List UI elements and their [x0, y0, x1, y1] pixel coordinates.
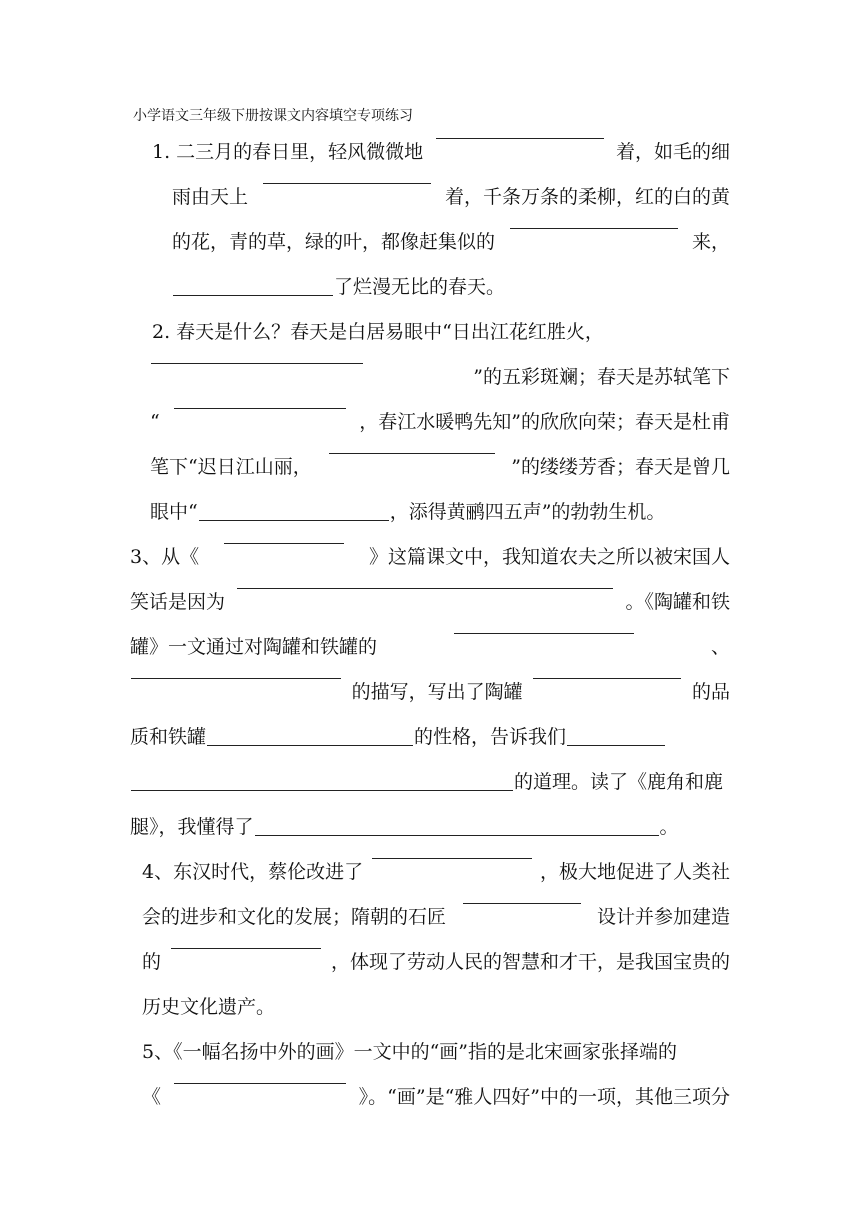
- q2-line-5: [150, 498, 665, 526]
- answer-blank[interactable]: [567, 745, 665, 746]
- q1-text: 着，千条万条的柔柳，红的白的黄: [444, 186, 730, 208]
- q4-text: ，体现了劳动人民的智慧和才干，是我国宝贵的: [330, 951, 730, 973]
- answer-blank[interactable]: [174, 1083, 346, 1084]
- answer-blank[interactable]: [372, 858, 532, 859]
- q2-line-4: [150, 453, 730, 481]
- q3-line-1: [130, 543, 730, 571]
- answer-blank[interactable]: [173, 295, 333, 296]
- q2-line-2: [150, 363, 730, 391]
- q3-line-7: [130, 813, 679, 841]
- q3-text: 、: [710, 636, 730, 658]
- q3-text: 质和铁罐: [130, 726, 207, 748]
- q3-line-5: [130, 723, 666, 751]
- q5-text: 5、《一幅名扬中外的画》一文中的“画”指的是北宋画家张择端的: [142, 1041, 678, 1063]
- q3-text: 的道理。读了《鹿角和鹿: [514, 771, 724, 793]
- q4-text: 的: [142, 951, 162, 973]
- q1-text: 雨由天上: [172, 186, 249, 208]
- q4-text: 4、东汉时代，蔡伦改进了: [142, 861, 364, 883]
- q3-line-4: [130, 678, 730, 706]
- answer-blank[interactable]: [237, 588, 613, 589]
- q1-text: 的花，青的草，绿的叶，都像赶集似的: [172, 231, 496, 253]
- answer-blank[interactable]: [199, 520, 389, 521]
- answer-blank[interactable]: [263, 183, 431, 184]
- q2-text: ”的缕缕芳香；春天是曾几: [511, 456, 730, 478]
- answer-blank[interactable]: [224, 543, 344, 544]
- q4-text: 会的进步和文化的发展；隋朝的石匠: [142, 906, 447, 928]
- q4-text: 历史文化遗产。: [142, 996, 276, 1018]
- q3-text: 的性格，告诉我们: [414, 726, 567, 748]
- q3-line-3: [130, 633, 730, 661]
- answer-blank[interactable]: [131, 678, 341, 679]
- q1-line-1: [152, 138, 730, 166]
- q2-text: 2. 春天是什么？春天是白居易眼中“日出江花红胜火，: [152, 321, 604, 343]
- q3-text: 。: [659, 816, 679, 838]
- q1-text: 1. 二三月的春日里，轻风微微地: [152, 141, 424, 163]
- q2-text: 眼中“: [150, 501, 198, 523]
- answer-blank[interactable]: [463, 903, 581, 904]
- q3-text: 3、从《: [130, 546, 200, 568]
- q3-text: 的描写，写出了陶罐: [351, 681, 523, 703]
- q4-line-3: [142, 948, 730, 976]
- q1-text: 了烂漫无比的春天。: [334, 276, 506, 298]
- q4-line-1: [142, 858, 730, 886]
- q2-text: “: [150, 411, 160, 433]
- q3-text: 罐》一文通过对陶罐和铁罐的: [130, 636, 378, 658]
- q1-text: 来，: [691, 231, 730, 253]
- answer-blank[interactable]: [255, 835, 659, 836]
- q3-text: 笑话是因为: [130, 591, 226, 613]
- q4-line-4: [142, 993, 275, 1021]
- q2-text: ，春江水暖鸭先知”的欣欣向荣；春天是杜甫: [359, 411, 730, 433]
- q5-text: 《: [142, 1086, 162, 1108]
- q3-text: 》这篇课文中，我知道农夫之所以被宋国人: [368, 546, 730, 568]
- q3-line-2: [130, 588, 730, 616]
- answer-blank[interactable]: [329, 453, 495, 454]
- answer-blank[interactable]: [131, 790, 513, 791]
- q2-text: ，添得黄鹂四五声”的勃勃生机。: [389, 501, 666, 523]
- q1-line-3: [172, 228, 730, 256]
- q5-line-2: [142, 1083, 730, 1111]
- q4-text: 设计并参加建造: [596, 906, 730, 928]
- q3-text: 腿》，我懂得了: [130, 816, 254, 838]
- q3-text: 。《陶罐和铁: [625, 591, 730, 613]
- answer-blank[interactable]: [151, 363, 363, 364]
- q3-line-6: [130, 768, 723, 796]
- answer-blank[interactable]: [171, 948, 321, 949]
- q2-text: 笔下“迟日江山丽，: [150, 456, 312, 478]
- answer-blank[interactable]: [533, 678, 681, 679]
- q1-line-2: [172, 183, 730, 211]
- answer-blank[interactable]: [436, 138, 604, 139]
- q3-text: 的品: [691, 681, 730, 703]
- q1-text: 着，如毛的细: [615, 141, 730, 163]
- answer-blank[interactable]: [174, 408, 346, 409]
- q4-text: ，极大地促进了人类社: [539, 861, 730, 883]
- worksheet-header: 小学语文三年级下册按课文内容填空专项练习: [133, 108, 413, 124]
- q1-line-4: [172, 273, 505, 301]
- q2-text: ”的五彩斑斓；春天是苏轼笔下: [473, 366, 730, 388]
- q2-line-3: [150, 408, 730, 436]
- answer-blank[interactable]: [510, 228, 678, 229]
- answer-blank[interactable]: [454, 633, 634, 634]
- q4-line-2: [142, 903, 730, 931]
- q2-line-1: [152, 318, 730, 346]
- answer-blank[interactable]: [207, 745, 413, 746]
- q5-text: 》。“画”是“雅人四好”中的一项，其他三项分: [358, 1086, 730, 1108]
- q5-line-1: [142, 1038, 730, 1066]
